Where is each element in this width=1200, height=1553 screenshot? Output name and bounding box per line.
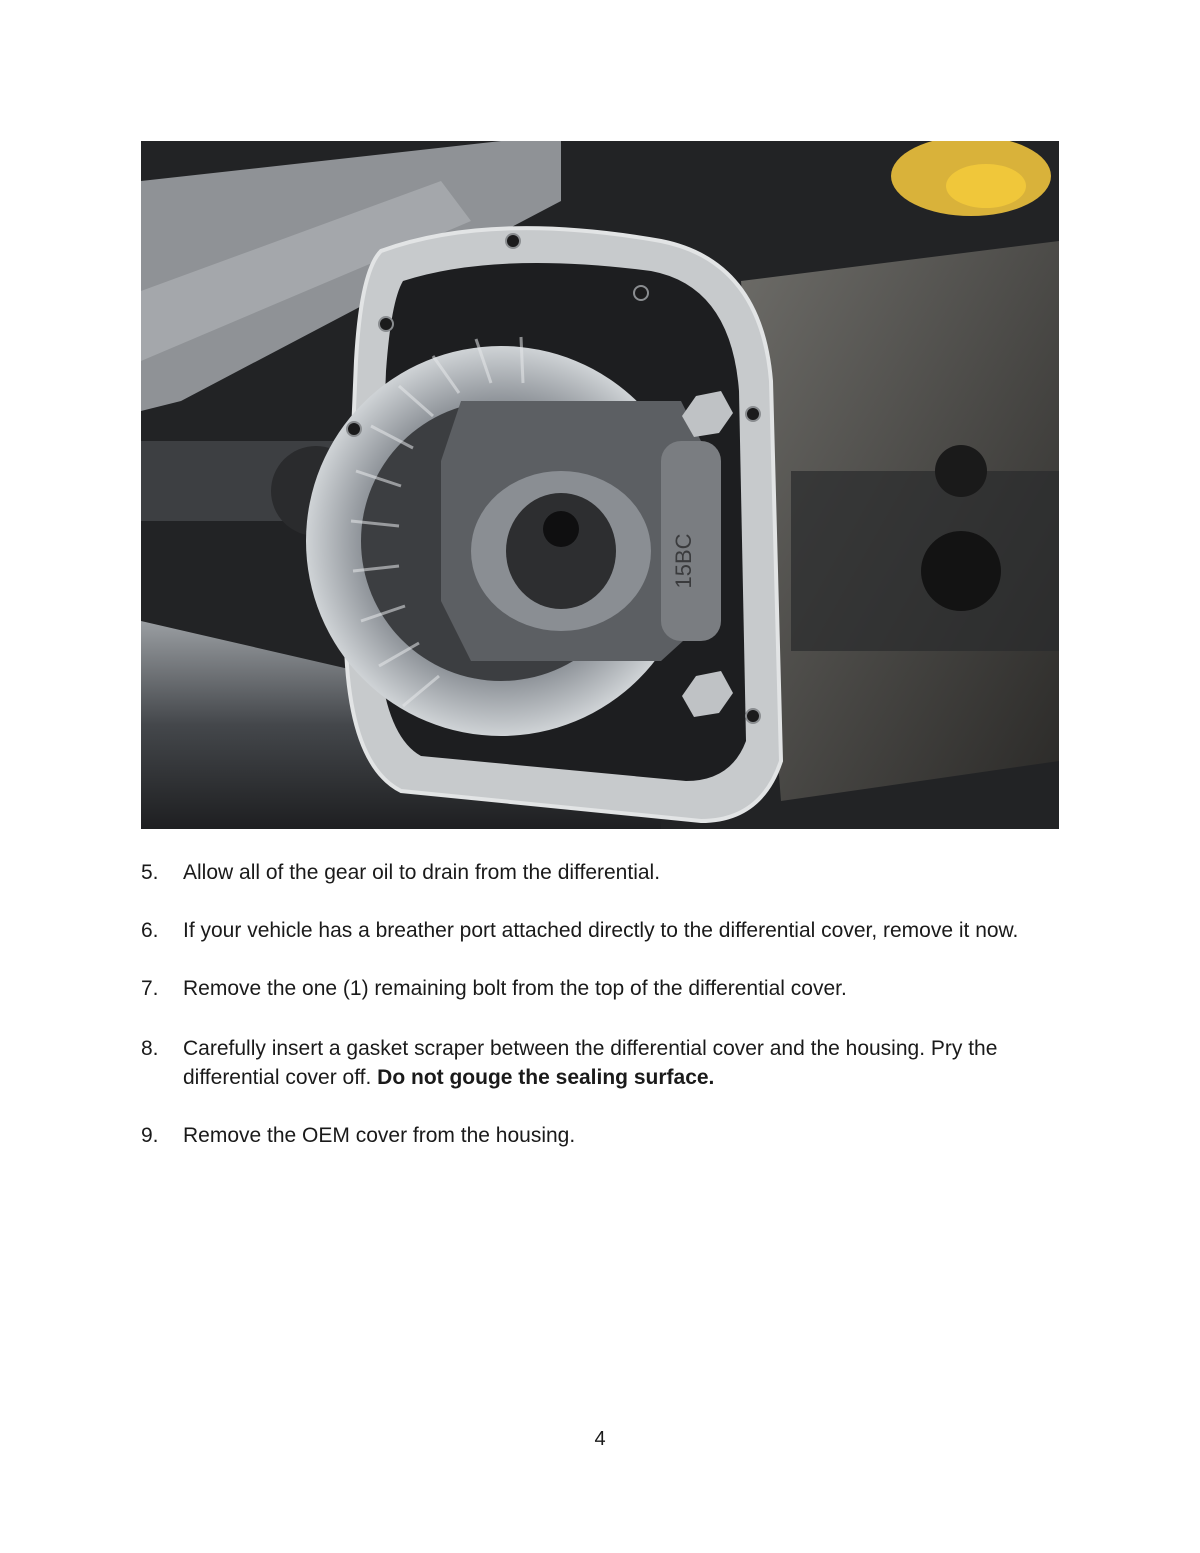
step-number: 9.: [141, 1124, 159, 1147]
step-item: [141, 916, 1041, 945]
page-number: 4: [594, 1428, 606, 1450]
step-item: [141, 974, 1041, 1003]
step-number: 7.: [141, 977, 159, 1000]
step-text: Remove the one (1) remaining bolt from the top of the differential cover.: [183, 977, 847, 1000]
step-number: 6.: [141, 919, 159, 942]
step-item: [141, 858, 1041, 887]
step-number: 5.: [141, 861, 159, 884]
step-item: [141, 1034, 1041, 1092]
step-text: Allow all of the gear oil to drain from the differential.: [183, 861, 661, 884]
step-text: If your vehicle has a breather port attached directly to the differential cover, remove it now.: [183, 919, 1019, 942]
step-text: Remove the OEM cover from the housing.: [183, 1124, 576, 1147]
step-item: [141, 1121, 1041, 1150]
instruction-steps: [141, 858, 1041, 1150]
step-warning: Do not gouge the sealing surface.: [377, 1066, 715, 1089]
differential-photo: [141, 141, 1059, 829]
step-number: 8.: [141, 1037, 159, 1060]
step-text: Carefully insert a gasket scraper between the differential cover and the housing. Pry the differential cover off.: [183, 1037, 998, 1089]
carrier-marking: 15BC: [671, 533, 696, 589]
